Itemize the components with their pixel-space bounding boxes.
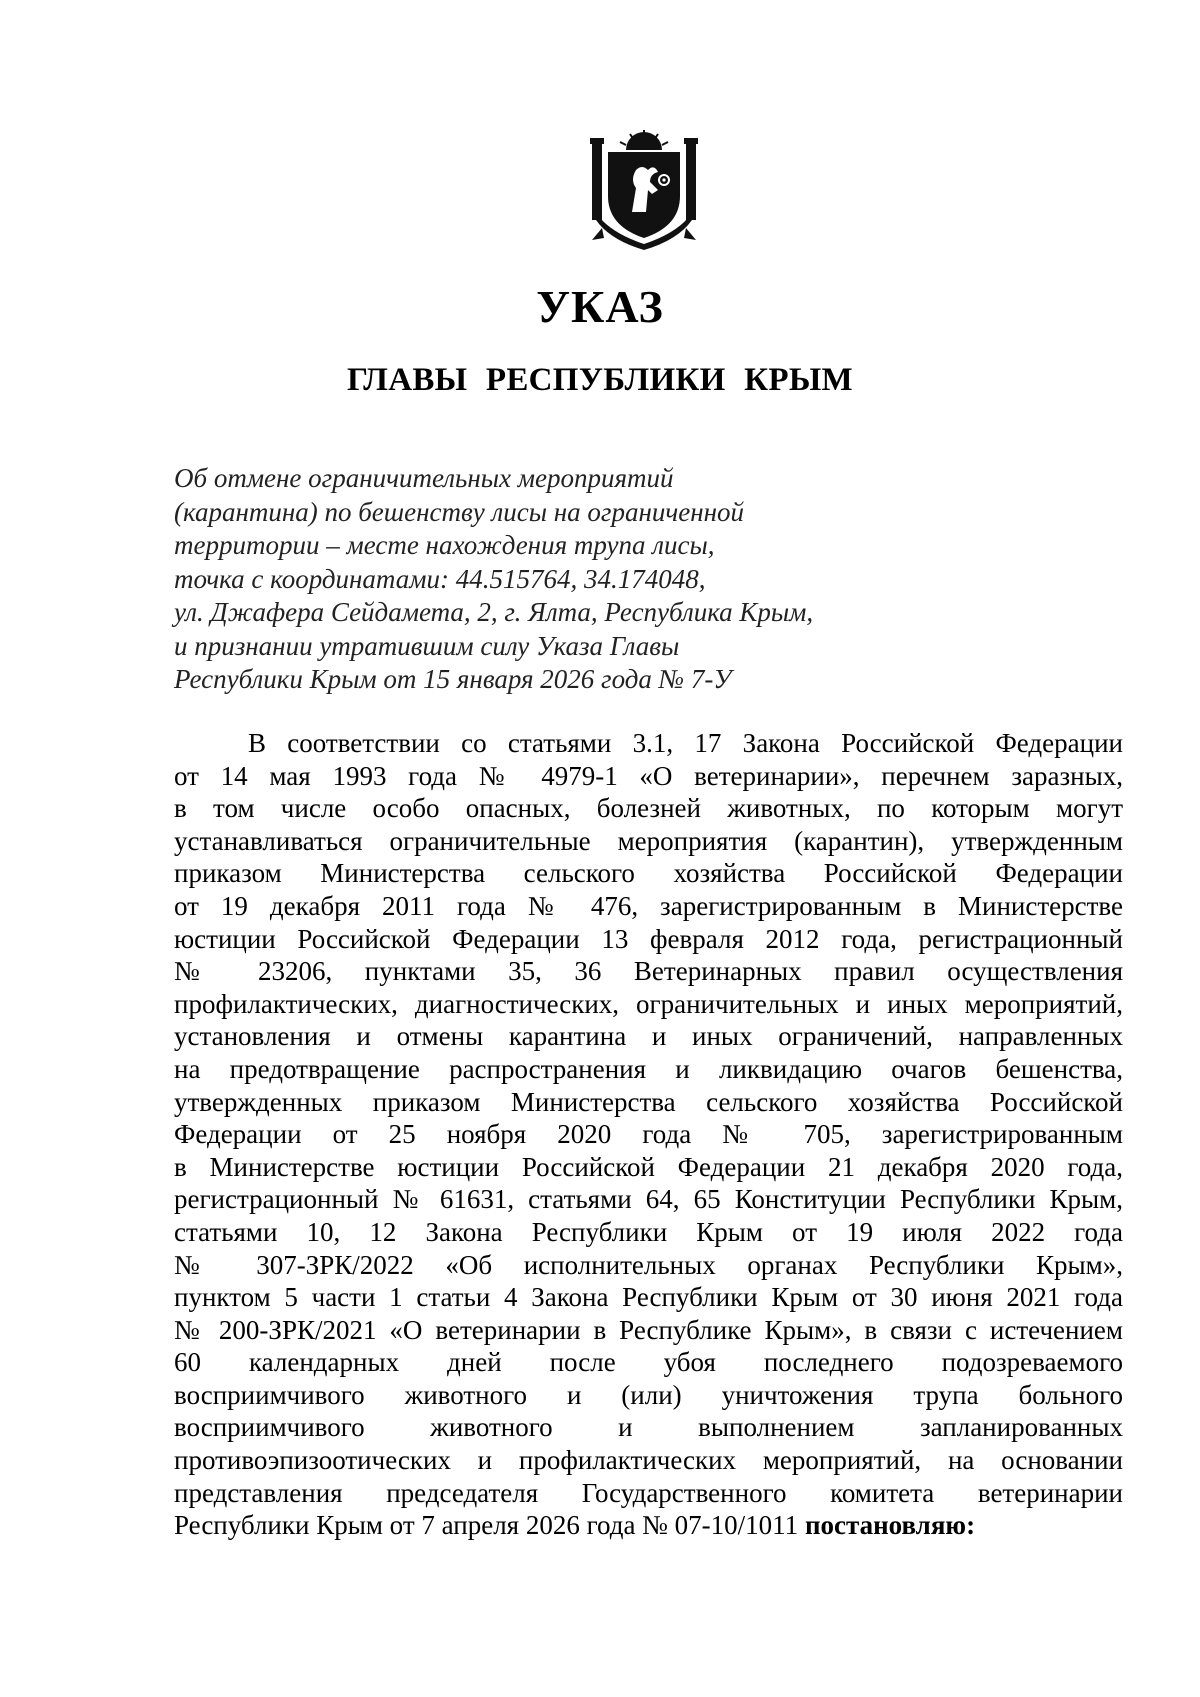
body-line: статьями 10, 12 Закона Республики Крым от 19 июля 2022 года (174, 1216, 1123, 1247)
document-title: УКАЗ (536, 281, 664, 332)
body-line: профилактических, диагностических, ограничительных и иных мероприятий, (174, 988, 1123, 1019)
body-line: № 200-ЗРК/2021 «О ветеринарии в Республике Крым», в связи с истечением (174, 1314, 1123, 1345)
body-line: в том числе особо опасных, болезней животных, по которым могут (174, 793, 1123, 824)
subject-line: (карантина) по бешенству лисы на ограниченной (174, 496, 745, 527)
body-line: утвержденных приказом Министерства сельского хозяйства Российской (174, 1086, 1123, 1117)
subject-line: точка с координатами: 44.515764, 34.174048, (174, 563, 706, 594)
body-line: 60 календарных дней после убоя последнего подозреваемого (174, 1347, 1123, 1378)
body-last-line (174, 1509, 1123, 1542)
document-body (174, 727, 1123, 1542)
body-line: регистрационный № 61631, статьями 64, 65 Конституции Республики Крым, (174, 1184, 1123, 1215)
crimea-coat-of-arms-icon (588, 128, 700, 254)
body-line: на предотвращение распространения и ликвидацию очагов бешенства, (174, 1053, 1123, 1084)
body-line: в Министерстве юстиции Российской Федерации 21 декабря 2020 года, (174, 1151, 1123, 1182)
body-line: № 307-ЗРК/2022 «Об исполнительных органах Республики Крым», (174, 1249, 1123, 1280)
body-line: приказом Министерства сельского хозяйства Российской Федерации (174, 858, 1123, 889)
body-line: противоэпизоотических и профилактических мероприятий, на основании (174, 1445, 1123, 1476)
resolution-keyword: постановляю: (804, 1510, 976, 1541)
body-line: № 23206, пунктами 35, 36 Ветеринарных правил осуществления (174, 956, 1123, 987)
body-line: установления и отмены карантина и иных ограничений, направленных (174, 1021, 1123, 1052)
subject-line: ул. Джафера Сейдамета, 2, г. Ялта, Республика Крым, (174, 597, 814, 627)
body-line: восприимчивого животного и (или) уничтожения трупа больного (174, 1379, 1123, 1410)
document-subject (174, 462, 894, 697)
subject-line: территории – месте нахождения трупа лисы, (174, 530, 715, 560)
subject-line: Республики Крым от 15 января 2026 года № 7-У (174, 664, 732, 694)
body-line: пунктом 5 части 1 статьи 4 Закона Республики Крым от 30 июня 2021 года (174, 1282, 1123, 1313)
body-line-text: Республики Крым от 7 апреля 2026 года № 07-10/1011 (174, 1510, 805, 1541)
body-line: восприимчивого животного и выполнением запланированных (174, 1412, 1123, 1443)
body-line: юстиции Российской Федерации 13 февраля 2012 года, регистрационный (174, 923, 1123, 954)
document-subtitle: ГЛАВЫ РЕСПУБЛИКИ КРЫМ (346, 362, 854, 398)
body-line: представления председателя Государственного комитета ветеринарии (174, 1477, 1123, 1508)
body-line: устанавливаться ограничительные мероприятия (карантин), утвержденным (174, 825, 1123, 856)
body-line: Федерации от 25 ноября 2020 года № 705, зарегистрированным (174, 1119, 1123, 1150)
body-line: от 14 мая 1993 года № 4979-1 «О ветеринарии», перечнем заразных, (174, 760, 1123, 791)
subject-line: Об отмене ограничительных мероприятий (174, 463, 674, 493)
body-line: В соответствии со статьями 3.1, 17 Закона Российской Федерации (248, 728, 1123, 758)
body-line: от 19 декабря 2011 года № 476, зарегистрированным в Министерстве (174, 890, 1123, 921)
subject-line: и признании утратившим силу Указа Главы (174, 630, 680, 661)
